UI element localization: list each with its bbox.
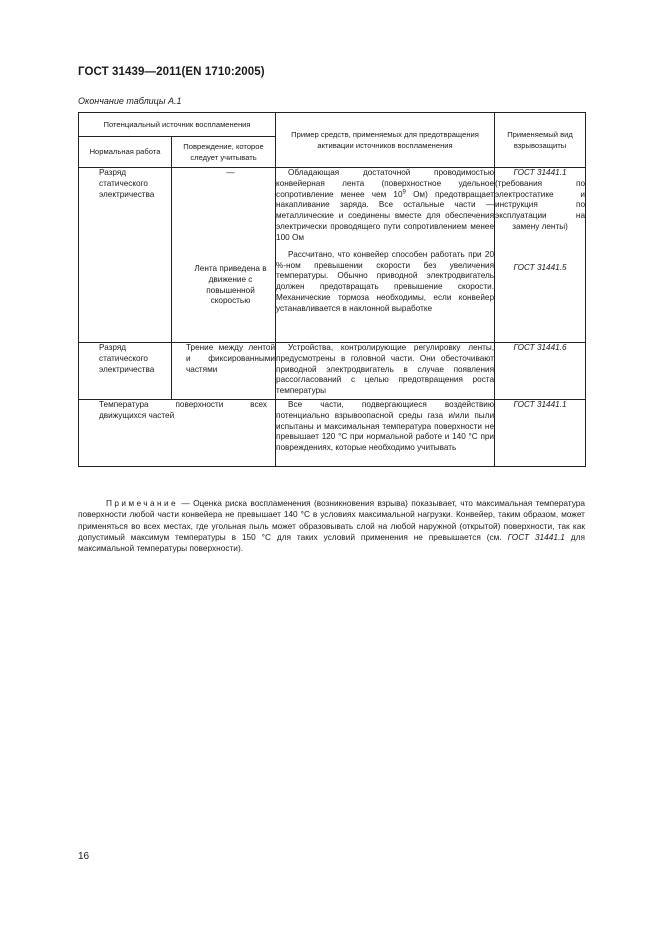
header-ignition-source-group: Потенциальный источник воспламенения xyxy=(79,113,276,137)
cell-damage: Трение между лентой и фиксированными частями xyxy=(172,343,276,400)
header-protection-type: Применяемый вид взрывозащиты xyxy=(495,113,586,168)
cell-damage xyxy=(172,168,276,343)
table-note: Примечание — Оценка риска воспламенения (возникновения взрыва) показывает, что максимальная температура поверхности любой части конвейера не превышает 140 °С в условиях максимальной нагрузки. Конвейер, таким образом, может применяться во всех местах, где угольная пыль может образовывать слой на любой наружной (открытой) поверхности, так как допустимый максимум температуры в 150 °С для таких условий применения не превышается (см. ГОСТ 31441.1 для максимальной температуры поверхности). xyxy=(78,498,585,554)
measure-conductive-belt: Обладающая достаточной проводимостью конвейерная лента (поверхностное удельное сопротивление менее чем $10^9$ Ом) предотвращает накапливание заряда. Все остальные части — металлические и соединены вместе для обеспечения электрически проводящего пути сопротивлением менее 100 Ом xyxy=(276,168,495,242)
table-row xyxy=(79,168,586,343)
cell-protection-type xyxy=(495,168,586,343)
damage-dash: — xyxy=(226,168,235,177)
cell-normal-operation: Температура поверхности всех движущихся частей xyxy=(79,400,276,467)
note-standard-ref: ГОСТ 31441.1 xyxy=(507,532,565,543)
measure-overspeed: Рассчитано, что конвейер способен работать при 20 %-ном превышении скорости без увеличения температуры. Обычно приводной электродвигатель должен предотвращать превышение скорости. Механические тормоза необходимы, если конвейер устанавливается в наклонной выработке xyxy=(276,249,495,313)
cell-normal-operation: Разряд статического электричества xyxy=(79,168,172,343)
standard-ref: ГОСТ 31441.5 xyxy=(513,262,567,272)
header-damage: Повреждение, которое следует учитывать xyxy=(172,137,276,168)
standard-ref: ГОСТ 31441.1 xyxy=(513,168,567,177)
cell-normal-operation: Разряд статического электричества xyxy=(79,343,172,400)
cell-protection-type: ГОСТ 31441.6 xyxy=(495,343,586,400)
page-number: 16 xyxy=(78,851,90,862)
header-measures: Пример средств, применяемых для предотвращения активации источников воспламенения xyxy=(276,113,495,168)
document-header: ГОСТ 31439—2011(EN 1710:2005) xyxy=(78,66,265,78)
cell-protection-type: ГОСТ 31441.1 xyxy=(495,400,586,467)
table-row xyxy=(79,400,586,467)
cell-measures: Устройства, контролирующие регулировку ленты, предусмотрены в головной части. Они обесточивают приводной электродвигатель в случае появления рассогласований с целью предотвращения роста температуры xyxy=(276,343,495,400)
header-normal-operation: Нормальная работа xyxy=(79,137,172,168)
table-row xyxy=(79,343,586,400)
cell-measures xyxy=(276,168,495,343)
damage-belt-speed: Лента приведена в движение с повышенной скоростью xyxy=(194,264,267,306)
cell-measures: Все части, подвергающиеся воздействию потенциально взрывоопасной среды газа и/или пыли испытаны и максимальная температура поверхности не превышает 120 °С при нормальной работе и 140 °С при повреждениях, которые необходимо учитывать xyxy=(276,400,495,467)
standard-note: (требования по электростатике и инструкция по эксплуатации на замену ленты) xyxy=(495,178,586,232)
table-caption: Окончание таблицы А.1 xyxy=(78,96,182,106)
ignition-sources-table xyxy=(78,112,586,467)
note-label: Примечание xyxy=(106,498,179,508)
